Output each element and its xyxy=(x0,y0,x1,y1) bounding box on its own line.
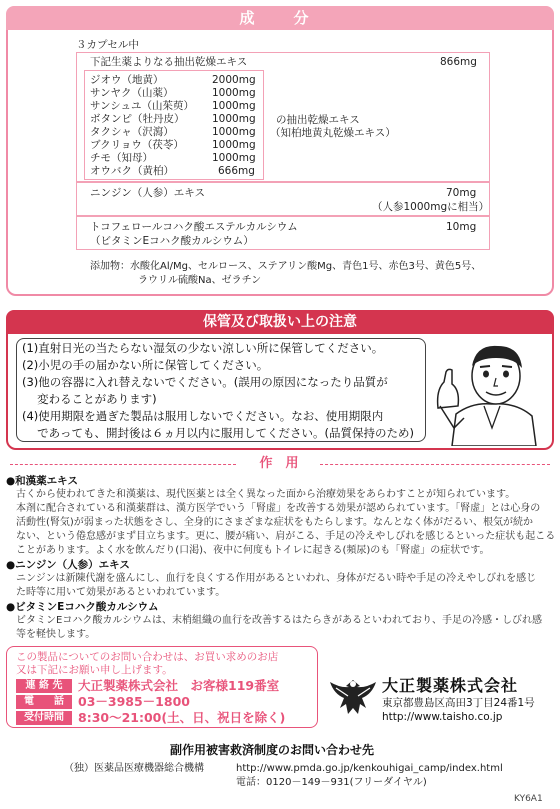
ginseng-amount: 70mg xyxy=(446,187,477,199)
storage-line: (2)小児の手の届かない所に保管してください。 xyxy=(22,358,269,372)
effects-heading: ●和漢薬エキス xyxy=(6,475,78,487)
herb-name: ジオウ（地黄） xyxy=(90,74,164,86)
storage-line: 変わることがあります) xyxy=(22,392,157,406)
effects-line: 等を軽快します。 xyxy=(16,629,96,640)
herb-amount: 1000mg xyxy=(212,113,256,125)
vitamin-e-label-sub: （ビタミンEコハク酸カルシウム） xyxy=(90,235,254,247)
additives: 添加物：水酸化Al/Mg、セルロース、ステアリン酸Mg、青色1号、赤色3号、黄色5号、 xyxy=(90,261,482,272)
per-capsule-label: ３カプセル中 xyxy=(76,39,139,51)
relief-org: （独）医薬品医療機器総合機構 xyxy=(64,763,204,774)
effects-heading: ●ビタミンEコハク酸カルシウム xyxy=(6,601,159,613)
divider-left xyxy=(10,464,236,465)
effects-line: ニンジンは新陳代謝を盛んにし、血行を良くする作用があるといわれ、身体がだるい時や手足の冷えやしびれを感じ xyxy=(16,573,537,584)
ingredients-title: 成 分 xyxy=(6,6,554,30)
storage-line: (4)使用期限を過ぎた製品は服用しないでください。なお、使用期限内 xyxy=(22,409,384,423)
herb-name: サンシュユ（山茱萸） xyxy=(90,100,195,112)
storage-title: 保管及び取扱い上の注意 xyxy=(6,310,554,334)
ginseng-label: ニンジン（人参）エキス xyxy=(90,187,206,199)
herb-name: ボタンピ（牡丹皮） xyxy=(90,113,185,125)
contact-intro: この製品についてのお問い合わせは、お買い求めのお店 xyxy=(16,651,279,663)
herb-name: サンヤク（山薬） xyxy=(90,87,174,99)
herb-amount: 1000mg xyxy=(212,100,256,112)
effects-line: た時等に用いて効果があるといわれています。 xyxy=(16,587,226,598)
extract-note-sub: （知柏地黄丸乾燥エキス） xyxy=(270,127,396,139)
relief-tel: 電話：0120－149－931(フリーダイヤル) xyxy=(236,777,427,788)
eagle-logo-icon xyxy=(326,674,380,718)
herb-amount: 1000mg xyxy=(212,87,256,99)
relief-title: 副作用被害救済制度のお問い合わせ先 xyxy=(170,743,375,757)
hours-value: 8:30～21:00(土、日、祝日を除く) xyxy=(78,710,286,725)
storage-line: であっても、開封後は６ヵ月以内に服用してください。(品質保持のため) xyxy=(22,426,415,440)
storage-line: (1)直射日光の当たらない湿気の少ない涼しい所に保管してください。 xyxy=(22,341,384,355)
company-url: http://www.taisho.co.jp xyxy=(382,711,503,723)
herb-name: ブクリョウ（茯苓） xyxy=(90,139,184,151)
phone-value: 03－3985－1800 xyxy=(78,694,190,709)
effects-line: ことがあります。よく水を飲んだり(口渇)、夜中に何度もトイレに起きる(頻尿)のも「腎虚」の症状です。 xyxy=(16,545,490,556)
hours-label: 受付時間 xyxy=(16,711,72,725)
contact-intro-cont: 又は下記にお願い申し上げます。 xyxy=(16,664,173,676)
effects-heading: ●ニンジン（人参）エキス xyxy=(6,559,130,571)
contact-value: 大正製薬株式会社 お客様119番室 xyxy=(78,678,280,693)
pharmacist-illustration xyxy=(432,336,550,446)
herb-amount: 2000mg xyxy=(212,74,256,86)
ginseng-note: （人参1000mgに相当） xyxy=(372,201,490,213)
contact-label: 連 絡 先 xyxy=(16,679,72,693)
extract-amount: 866mg xyxy=(440,56,477,68)
phone-label: 電 話 xyxy=(16,695,72,709)
herb-amount: 1000mg xyxy=(212,126,256,138)
product-code: KY6A1 xyxy=(514,794,543,804)
herb-amount: 1000mg xyxy=(212,139,256,151)
herb-amount: 1000mg xyxy=(212,152,256,164)
additives-cont: ラウリル硫酸Na、ゼラチン xyxy=(138,275,262,286)
extract-note: の抽出乾燥エキス xyxy=(276,114,360,126)
herb-name: オウバク（黄柏） xyxy=(90,165,174,177)
effects-line: 古くから使われてきた和漢薬は、現代医薬とは全く異なった面から治療効果をあらわすことが知られています。 xyxy=(16,489,516,500)
effects-line: ビタミンEコハク酸カルシウムは、末梢組織の血行を改善するはたらきがあるといわれており、手足の冷感・しびれ感 xyxy=(16,615,542,626)
storage-line: (3)他の容器に入れ替えないでください。(誤用の原因になったり品質が xyxy=(22,375,388,389)
relief-url: http://www.pmda.go.jp/kenkouhigai_camp/index.html xyxy=(236,763,503,774)
effects-line: 活動性(腎気)が弱まった状態をさし、全身的にさまざまな症状をもたらします。なんとなく体がだるい、根気が続か xyxy=(16,517,534,528)
herb-name: チモ（知母） xyxy=(90,152,153,164)
effects-line: ない、という倦怠感がまず目立ちます。更に、腰が痛い、肩がこる、手足の冷えやしびれを感じるといった症状も起こる xyxy=(16,531,556,542)
extract-label: 下記生薬よりなる抽出乾燥エキス xyxy=(90,56,248,68)
herb-amount: 666mg xyxy=(218,165,255,177)
effects-line: 本剤に配合されている和漢薬群は、漢方医学でいう「腎虚」を改善する効果が認められています。「腎虚」とは心身の xyxy=(16,503,541,514)
effects-title: 作 用 xyxy=(259,456,299,471)
herb-name: タクシャ（沢瀉） xyxy=(90,126,174,138)
divider-right xyxy=(320,464,550,465)
vitamin-e-amount: 10mg xyxy=(446,221,477,233)
vitamin-e-label: トコフェロールコハク酸エステルカルシウム xyxy=(90,221,298,233)
company-address: 東京都豊島区高田3丁目24番1号 xyxy=(382,697,535,709)
company-name: 大正製薬株式会社 xyxy=(382,676,519,695)
